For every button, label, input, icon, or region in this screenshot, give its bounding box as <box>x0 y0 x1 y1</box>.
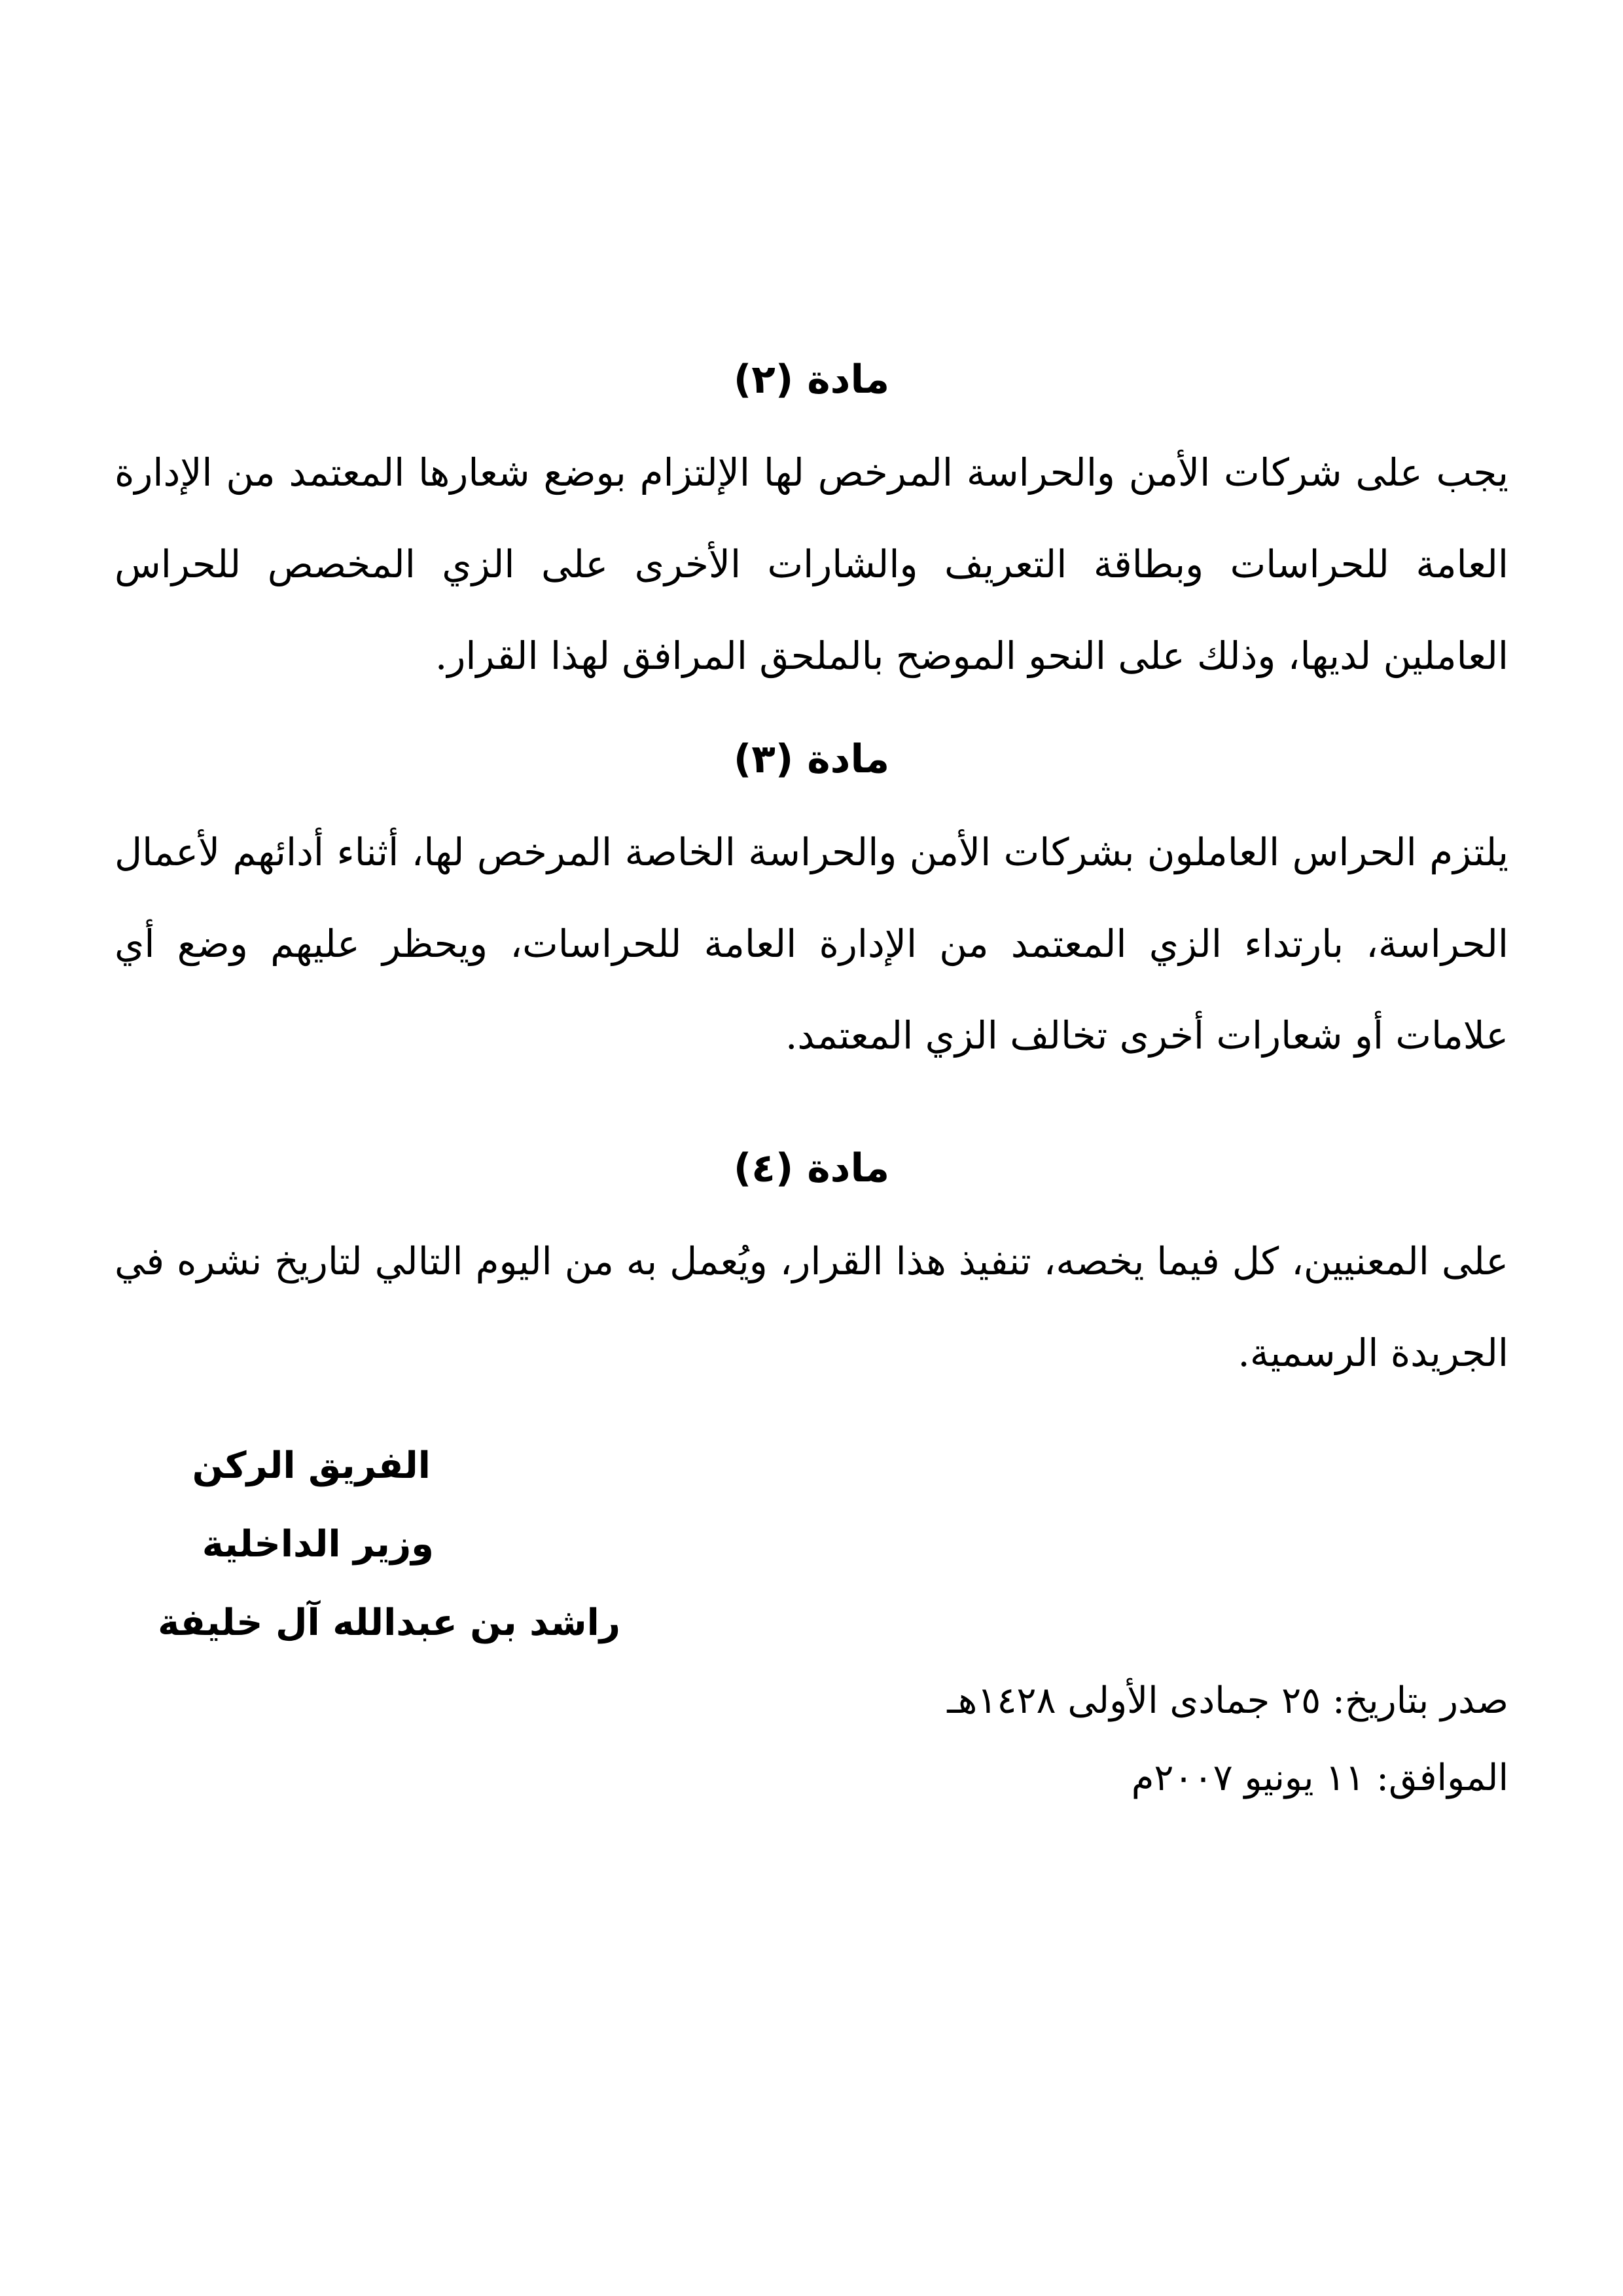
date-block <box>854 1662 1508 1817</box>
issue-date-gregorian: الموافق: ١١ يونيو ٢٠٠٧م <box>1131 1757 1508 1799</box>
article-2 <box>115 347 1508 702</box>
signatory-position: وزير الداخلية <box>202 1523 434 1566</box>
issue-date-hijri: صدر بتاريخ: ٢٥ جمادى الأولى ١٤٢٨هـ <box>947 1679 1508 1722</box>
article-body: على المعنيين، كل فيما يخصه، تنفيذ هذا القرار، ويُعمل به من اليوم التالي لتاريخ نشره في الجريدة الرسمية. <box>115 1239 1508 1375</box>
article-3 <box>115 726 1508 1081</box>
article-4 <box>115 1136 1508 1399</box>
article-title: مادة (٣) <box>733 736 890 782</box>
article-body: يجب على شركات الأمن والحراسة المرخص لها الإلتزام بوضع شعارها المعتمد من الإدارة العامة للحراسات وبطاقة التعريف والشارات الأخرى على الزي المخصص للحراس العاملين لديها، وذلك على النحو الموضح بالملحق المرافق لهذا القرار. <box>115 450 1508 678</box>
article-title: مادة (٤) <box>733 1145 890 1191</box>
signature-block <box>97 1427 686 1662</box>
signatory-name: راشد بن عبدالله آل خليفة <box>158 1602 620 1644</box>
article-title: مادة (٢) <box>733 357 890 403</box>
article-body: يلتزم الحراس العاملون بشركات الأمن والحراسة الخاصة المرخص لها، أثناء أدائهم لأعمال الحراسة، بارتداء الزي المعتمد من الإدارة العامة للحراسات، ويحظر عليهم وضع أي علامات أو شعارات أخرى تخالف الزي المعتمد. <box>115 830 1509 1058</box>
signatory-rank: الفريق الركن <box>192 1444 431 1487</box>
